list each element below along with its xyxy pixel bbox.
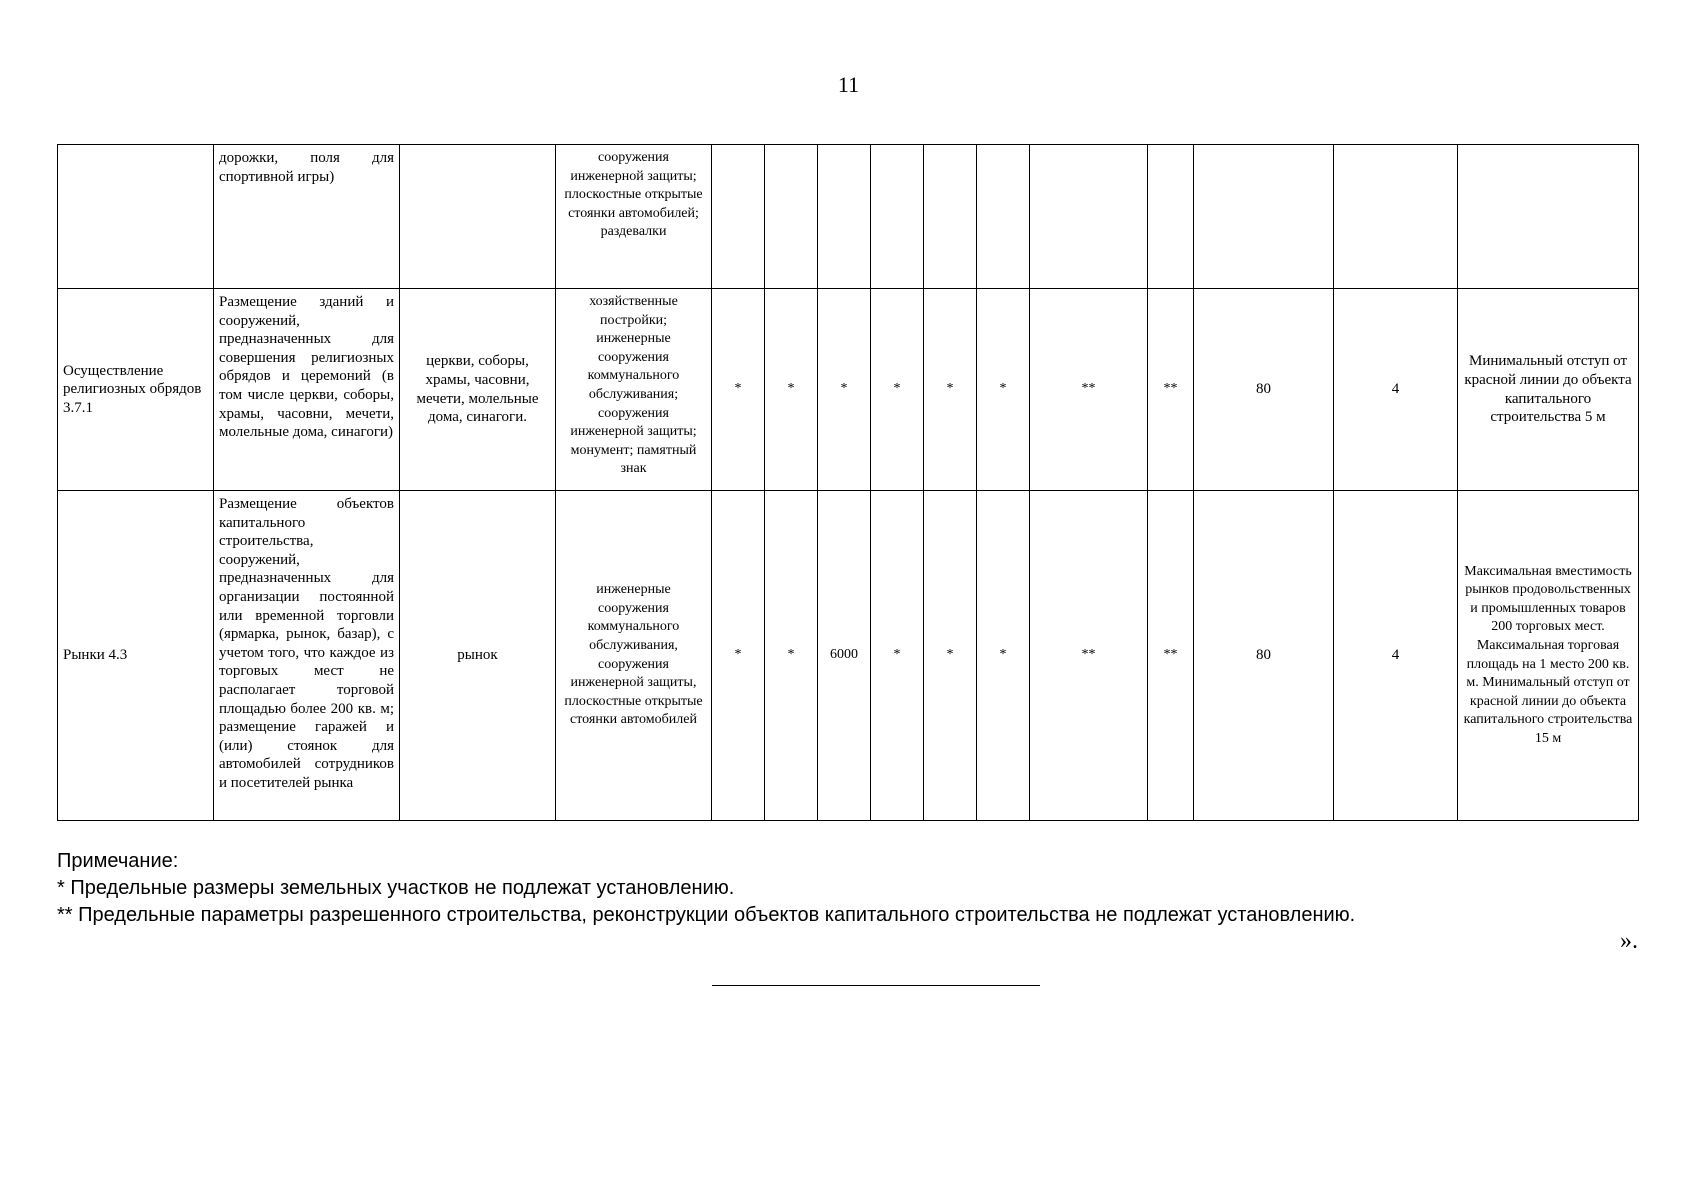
table-cell-main-objects	[400, 145, 556, 289]
table-cell-param: **	[1148, 491, 1194, 821]
table-cell-param	[1334, 145, 1458, 289]
table-cell-param	[924, 145, 977, 289]
table-cell-param: **	[1148, 289, 1194, 491]
table-cell-param: 4	[1334, 491, 1458, 821]
table-cell-param	[977, 145, 1030, 289]
table-cell-param: *	[924, 289, 977, 491]
table-cell-param	[1194, 145, 1334, 289]
table-cell-param: *	[818, 289, 871, 491]
table-cell-param: *	[871, 491, 924, 821]
table-cell-param: *	[924, 491, 977, 821]
table-cell-param	[1030, 145, 1148, 289]
table-cell-auxiliary: инженерные сооружения коммунального обслуживания, сооружения инженерной защиты, плоскостные открытые стоянки автомобилей	[556, 491, 712, 821]
table-cell-param: *	[765, 289, 818, 491]
table-cell-param: *	[712, 491, 765, 821]
table-cell-name: Осуществление религиозных обрядов 3.7.1	[58, 289, 214, 491]
table-cell-description: дорожки, поля для спортивной игры)	[214, 145, 400, 289]
table-cell-param	[818, 145, 871, 289]
table-cell-notes	[1458, 145, 1639, 289]
table-cell-name	[58, 145, 214, 289]
table-cell-param	[712, 145, 765, 289]
table-cell-param: 80	[1194, 289, 1334, 491]
table-cell-auxiliary: сооружения инженерной защиты; плоскостные открытые стоянки автомобилей; раздевалки	[556, 145, 712, 289]
table-cell-param	[871, 145, 924, 289]
table-cell-param: *	[765, 491, 818, 821]
table-cell-notes: Максимальная вместимость рынков продовольственных и промышленных товаров 200 торговых мест. Максимальная торговая площадь на 1 место 200 кв. м. Минимальный отступ от красной линии до объекта капитального строительства 15 м	[1458, 491, 1639, 821]
footnote-1: * Предельные размеры земельных участков не подлежат установлению.	[57, 877, 735, 899]
table-cell-notes: Минимальный отступ от красной линии до объекта капитального строительства 5 м	[1458, 289, 1639, 491]
table-cell-param	[765, 145, 818, 289]
footnotes-title: Примечание:	[57, 850, 179, 872]
table-cell-param	[1148, 145, 1194, 289]
table-cell-description: Размещение зданий и сооружений, предназначенных для совершения религиозных обрядов и церемоний (в том числе церкви, соборы, храмы, часовни, мечети, молельные дома, синагоги)	[214, 289, 400, 491]
table-row	[58, 491, 1639, 821]
closing-quote: ».	[1620, 928, 1638, 954]
table-cell-main-objects: церкви, соборы, храмы, часовни, мечети, молельные дома, синагоги.	[400, 289, 556, 491]
separator-line	[712, 985, 1040, 986]
table-row	[58, 145, 1639, 289]
footnote-2: ** Предельные параметры разрешенного строительства, реконструкции объектов капитального строительства не подлежат установлению.	[57, 904, 1356, 926]
footnotes	[57, 848, 1638, 929]
table-cell-auxiliary: хозяйственные постройки; инженерные сооружения коммунального обслуживания; сооружения инженерной защиты; монумент; памятный знак	[556, 289, 712, 491]
table-cell-param: 6000	[818, 491, 871, 821]
table-cell-param: **	[1030, 289, 1148, 491]
table-cell-param: *	[977, 491, 1030, 821]
zoning-table	[57, 144, 1639, 821]
table-cell-param: 80	[1194, 491, 1334, 821]
table-cell-param: *	[712, 289, 765, 491]
table-cell-param: 4	[1334, 289, 1458, 491]
table-cell-name: Рынки 4.3	[58, 491, 214, 821]
table-cell-param: **	[1030, 491, 1148, 821]
table-cell-param: *	[871, 289, 924, 491]
table-cell-param: *	[977, 289, 1030, 491]
table-row	[58, 289, 1639, 491]
table-cell-main-objects: рынок	[400, 491, 556, 821]
page-number: 11	[837, 72, 860, 97]
table-cell-description: Размещение объектов капитального строительства, сооружений, предназначенных для организации постоянной или временной торговли (ярмарка, рынок, базар), с учетом того, что каждое из торговых мест не располагает торговой площадью более 200 кв. м; размещение гаражей и (или) стоянок для автомобилей сотрудников и посетителей рынка	[214, 491, 400, 821]
